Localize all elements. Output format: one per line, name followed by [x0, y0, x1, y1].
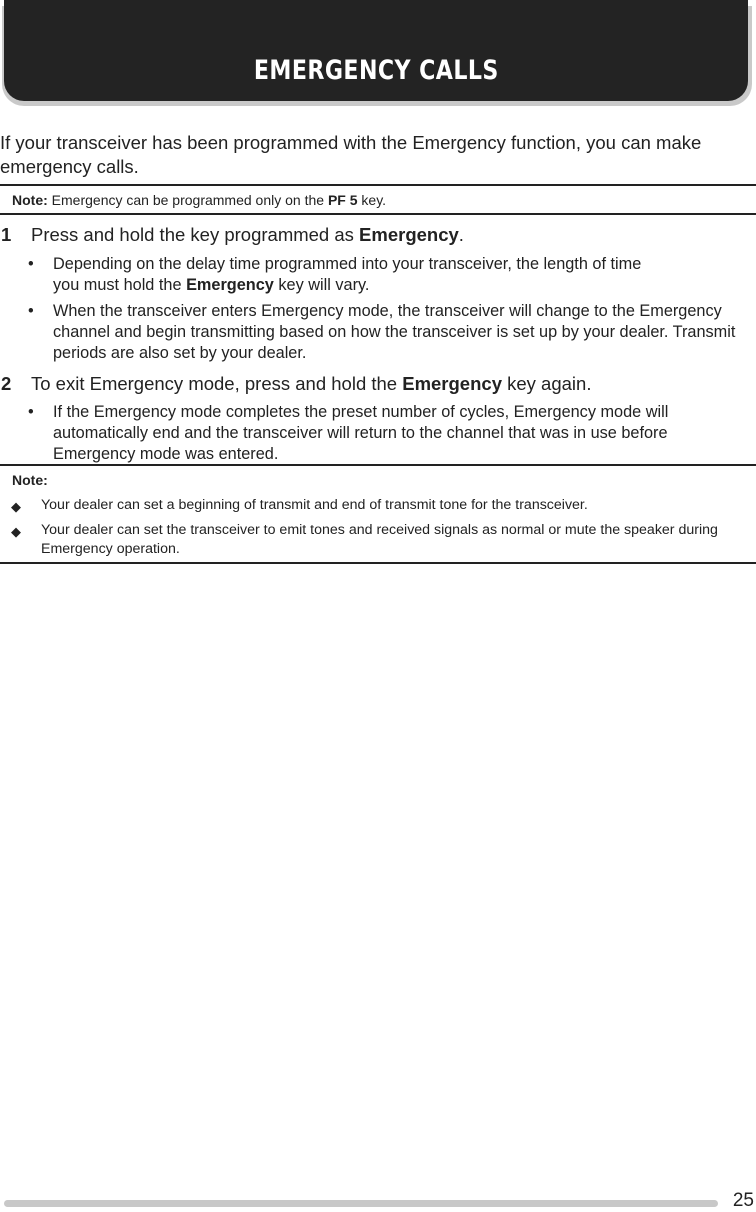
header-bar [4, 0, 748, 101]
note-item-text: Your dealer can set a beginning of transmit and end of transmit tone for the transceiver. [41, 497, 588, 513]
note-1-body: Emergency can be programmed only on the [51, 192, 325, 208]
note-item-text: Your dealer can set the transceiver to emit tones and received signals as normal or mute the speaker during Emergency operation. [41, 522, 718, 557]
diamond-bullet-icon: ◆ [11, 499, 21, 514]
note-1-key: PF 5 [327, 192, 358, 208]
page-number: 25 [732, 1190, 754, 1211]
note-box-2 [0, 464, 756, 564]
bullet-marker: • [28, 255, 34, 273]
page-header [0, 0, 756, 110]
step-1-text-after: . [458, 224, 464, 245]
bullet-line-2: you must hold the [53, 276, 182, 294]
bullet-line-1: Depending on the delay time programmed into your transceiver, the length of time [53, 255, 642, 273]
step-number: 2 [1, 373, 12, 394]
page-title: EMERGENCY CALLS [253, 55, 499, 86]
intro-paragraph: If your transceiver has been programmed with the Emergency function, you can make emergency calls. [0, 132, 702, 177]
note-label: Note: [12, 192, 48, 208]
bullet-text: When the transceiver enters Emergency mode, the transceiver will change to the Emergency channel and begin transmitting based on how the transceiver is set up by your dealer. Transmit periods are also set by your dealer. [53, 302, 736, 362]
bullet-marker: • [28, 403, 34, 421]
note-1-text [12, 192, 386, 208]
bullet-line-2-tail: key will vary. [278, 276, 370, 294]
bullet-marker: • [28, 302, 34, 320]
bullet-text [53, 254, 743, 296]
step-text [31, 223, 464, 247]
step-2-text-before: To exit Emergency mode, press and hold the [31, 373, 398, 394]
bullet-bold-key: Emergency [186, 276, 274, 294]
footer-rule [4, 1200, 718, 1207]
diamond-bullet-icon: ◆ [11, 524, 21, 539]
step-1-bold-key: Emergency [359, 224, 459, 245]
bullet-text: If the Emergency mode completes the preset number of cycles, Emergency mode will automatically end and the transceiver will return to the channel that was in use before Emergency mode was entered. [53, 403, 669, 463]
step-1-text-before: Press and hold the key programmed as [31, 224, 354, 245]
step-2-text-after: key again. [507, 373, 592, 394]
note-1-tail: key. [361, 192, 387, 208]
step-text [31, 372, 591, 396]
note-label: Note: [12, 472, 48, 488]
note-box-1 [0, 184, 756, 215]
step-2-bold-key: Emergency [402, 373, 502, 394]
step-number: 1 [1, 224, 12, 245]
